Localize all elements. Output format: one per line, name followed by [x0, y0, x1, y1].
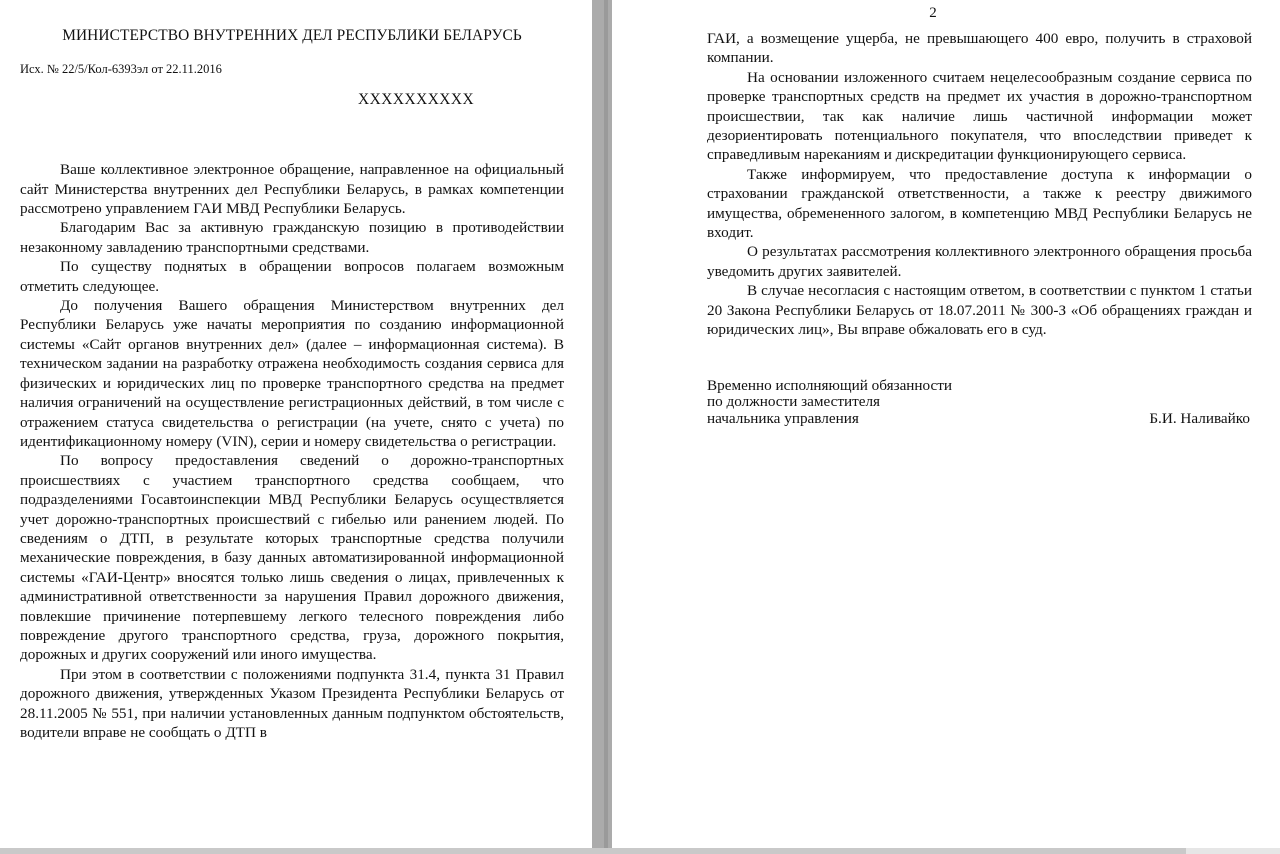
paragraph: Ваше коллективное электронное обращение, направленное на официальный сайт Министерства внутренних дел Республики Беларусь, в рамках компетенции рассмотрено управлением ГАИ МВД Республики Беларусь.: [20, 161, 564, 218]
paragraph: В случае несогласия с настоящим ответом, в соответствии с пунктом 1 статьи 20 Закона Республики Беларусь от 18.07.2011 № 300-З «Об обращениях граждан и юридических лиц», Вы вправе обжаловать его в суд.: [707, 282, 1252, 339]
signature-title-line-3: начальника управления: [707, 409, 859, 427]
paragraph: На основании изложенного считаем нецелесообразным создание сервиса по проверке транспортных средств на предмет их участия в дорожно-транспортном происшествии, так как наличие лишь частичной информации может дезориентировать потенциального покупателя, что впоследствии приведет к справедливым нареканиям и дискредитации функционирующего сервиса.: [707, 68, 1252, 164]
signature-block: [707, 378, 1252, 428]
document-page-1: [0, 0, 592, 848]
letter-body-page-2: [707, 29, 1252, 340]
letter-body-page-1: [20, 160, 564, 742]
document-page-2: [612, 0, 1280, 848]
signature-title-line-2: по должности заместителя: [707, 393, 881, 410]
paragraph-continuation: ГАИ, а возмещение ущерба, не превышающего 400 евро, получить в страховой компании.: [707, 30, 1252, 67]
paragraph: Благодарим Вас за активную гражданскую позицию в противодействии незаконному завладению транспортными средствами.: [20, 219, 564, 256]
page-shadow: [604, 0, 608, 848]
ministry-header: МИНИСТЕРСТВО ВНУТРЕННИХ ДЕЛ РЕСПУБЛИКИ БЕЛАРУСЬ: [62, 27, 522, 44]
status-bar: [0, 848, 1280, 854]
page-gutter: [592, 0, 612, 848]
paragraph: Также информируем, что предоставление доступа к информации о страховании гражданской ответственности, а также к реестру движимого имущества, обремененного залогом, в компетенцию МВД Республики Беларусь не входит.: [707, 165, 1252, 242]
signature-title-line-1: Временно исполняющий обязанности: [707, 376, 953, 394]
outgoing-reference: Исх. № 22/5/Кол-6393эл от 22.11.2016: [20, 62, 222, 77]
signatory-name: Б.И. Наливайко: [1149, 409, 1250, 427]
paragraph: По существу поднятых в обращении вопросов полагаем возможным отметить следующее.: [20, 258, 564, 295]
paragraph: О результатах рассмотрения коллективного электронного обращения просьба уведомить других заявителей.: [707, 243, 1252, 280]
paragraph: При этом в соответствии с положениями подпункта 31.4, пункта 31 Правил дорожного движения, утвержденных Указом Президента Республики Беларусь от 28.11.2005 № 551, при наличии установленных данным подпунктом обстоятельств, водители вправе не сообщать о ДТП в: [20, 665, 564, 741]
paragraph: До получения Вашего обращения Министерством внутренних дел Республики Беларусь уже начаты мероприятия по созданию информационной системы «Сайт органов внутренних дел» (далее – информационная система). В техническом задании на разработку отражена необходимость создания сервиса для физических и юридических лиц по проверке транспортного средства на предмет наличия ограничений на осуществление регистрационных действий, в том числе с отражением статуса свидетельства о регистрации (на учете, снято с учета) по идентификационному номеру (VIN), серии и номеру свидетельства о регистрации.: [20, 297, 564, 450]
addressee: XXXXXXXXXX: [358, 90, 475, 108]
page-number: 2: [929, 5, 937, 21]
status-bar-widget[interactable]: [1186, 848, 1280, 854]
paragraph: По вопросу предоставления сведений о дорожно-транспортных происшествиях с участием транспортного средства сообщаем, что подразделениями Госавтоинспекции МВД Республики Беларусь осуществляется учет дорожно-транспортных происшествий с гибелью или ранением людей. По сведениям о ДТП, в результате которых транспортные средства получили механические повреждения, в базу данных автоматизированной информационной системы «ГАИ-Центр» вносятся только лишь сведения о лицах, привлеченных к административной ответственности за нарушения Правил дорожного движения, повлекшие причинение потерпевшему легкого телесного повреждения либо повреждение другого транспортного средства, груза, дорожного покрытия, дорожных и других сооружений или иного имущества.: [20, 452, 564, 664]
